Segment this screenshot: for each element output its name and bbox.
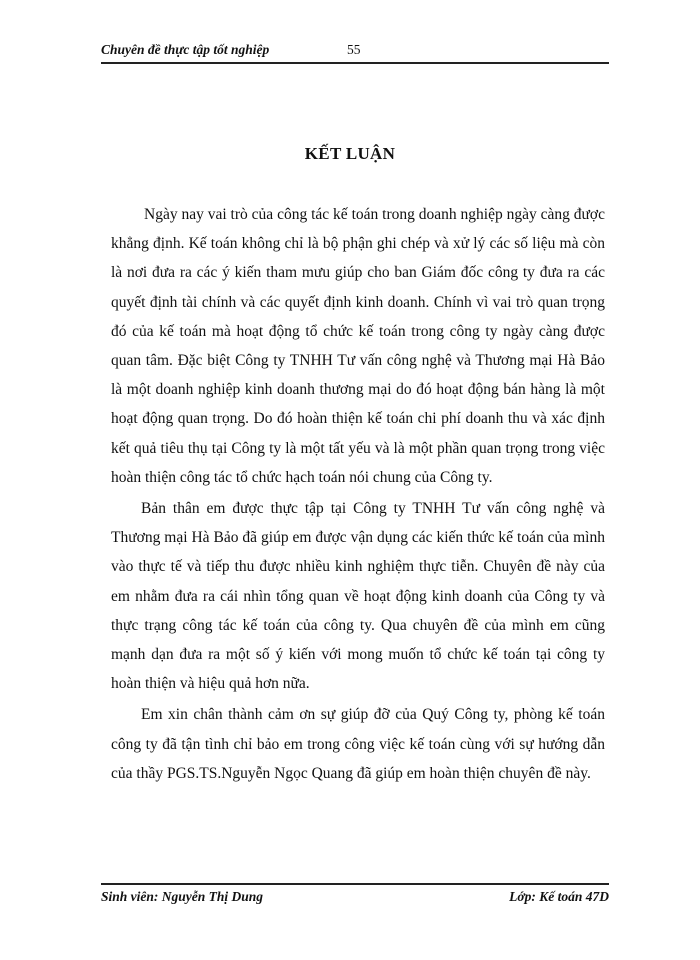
paragraph-1: Ngày nay vai trò của công tác kế toán trong doanh nghiệp ngày càng được khẳng định. Kế toán không chỉ là bộ phận ghi chép và xử lý các số liệu mà còn là nơi đưa ra các ý kiến tham mưu giúp cho ban Giám đốc công ty đưa ra các quyết định tài chính và các quyết định kinh doanh. Chính vì vai trò quan trọng đó của kế toán mà hoạt động tổ chức kế toán trong công ty ngày càng được quan tâm. Đặc biệt Công ty TNHH Tư vấn công nghệ và Thương mại Hà Bảo là một doanh nghiệp kinh doanh thương mại do đó hoạt động bán hàng là một hoạt động quan trọng. Do đó hoàn thiện kế toán chi phí doanh thu và xác định kết quả tiêu thụ tại Công ty là một tất yếu và là một phần quan trọng trong việc hoàn thiện công tác tổ chức hạch toán nói chung của Công ty. (111, 206, 605, 486)
footer-class: Lớp: Kế toán 47D (509, 889, 609, 904)
page-footer (101, 883, 609, 907)
paragraph-3: Em xin chân thành cảm ơn sự giúp đỡ của Quý Công ty, phòng kế toán công ty đã tận tình chỉ bảo em trong công việc kế toán cùng với sự hướng dẫn của thầy PGS.TS.Nguyễn Ngọc Quang đã giúp em hoàn thiện chuyên đề này. (111, 706, 605, 782)
page-header (101, 42, 609, 64)
page-number: 55 (347, 42, 361, 57)
paragraph-2: Bản thân em được thực tập tại Công ty TNHH Tư vấn công nghệ và Thương mại Hà Bảo đã giúp em được vận dụng các kiến thức kế toán của mình vào thực tế và tiếp thu được nhiều kinh nghiệm thực tiễn. Chuyên đề này của em nhằm đưa ra cái nhìn tổng quan về hoạt động kinh doanh của Công ty và thực trạng công tác kế toán của công ty. Qua chuyên đề của mình em cũng mạnh dạn đưa ra một số ý kiến với mong muốn tổ chức kế toán tại công ty hoàn thiện và hiệu quả hơn nữa. (111, 500, 605, 693)
document-title: KẾT LUẬN (304, 144, 396, 163)
document-body (111, 200, 605, 790)
header-title: Chuyên đề thực tập tốt nghiệp (101, 42, 270, 57)
footer-student: Sinh viên: Nguyễn Thị Dung (101, 889, 264, 904)
